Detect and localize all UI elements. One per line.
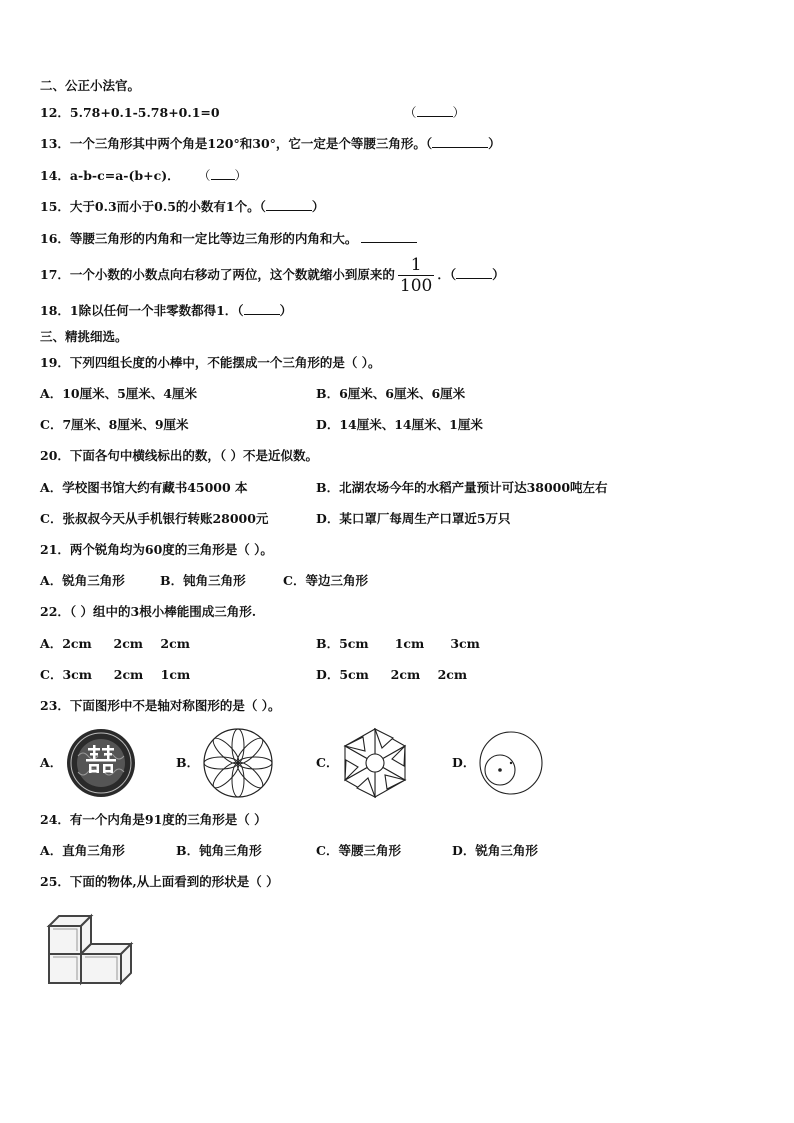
q22-option-d[interactable]: D．5cm 2cm 2cm bbox=[316, 667, 468, 682]
paren-close: ） bbox=[279, 303, 293, 318]
question-number: 14． bbox=[40, 168, 70, 183]
answer-blank-18[interactable] bbox=[244, 303, 280, 315]
q21-option-b[interactable]: B．钝角三角形 bbox=[160, 573, 246, 588]
question-20-stem: 20．下面各句中横线标出的数，（ ）不是近似数。 bbox=[40, 448, 318, 463]
paren-close: ） bbox=[234, 168, 248, 183]
question-text: 等腰三角形的内角和一定比等边三角形的内角和大。 bbox=[69, 231, 358, 246]
q23-option-b[interactable]: B． bbox=[176, 755, 200, 770]
question-number: 13． bbox=[40, 136, 70, 151]
blank-line bbox=[417, 105, 453, 117]
paren-open: （ bbox=[404, 105, 417, 120]
question-13 bbox=[40, 136, 501, 152]
fraction-numerator: 1 bbox=[410, 255, 422, 275]
paren-open: ．（ bbox=[437, 267, 457, 282]
q24-option-a[interactable]: A．直角三角形 bbox=[40, 843, 125, 858]
double-happiness-emblem-icon bbox=[66, 728, 136, 798]
q20-option-a[interactable]: A．学校图书馆大约有藏书45000 本 bbox=[40, 480, 248, 495]
pinwheel-hexagon-icon bbox=[338, 726, 412, 800]
question-14 bbox=[40, 168, 180, 184]
answer-blank-13[interactable] bbox=[432, 136, 488, 148]
question-text: 1除以任何一个非零数都得1．（ bbox=[69, 303, 244, 318]
question-19-stem: 19．下列四组长度的小棒中，不能摆成一个三角形的是（ ）。 bbox=[40, 355, 381, 370]
q24-option-b[interactable]: B．钝角三角形 bbox=[176, 843, 262, 858]
q20-option-c[interactable]: C．张叔叔今天从手机银行转账28000元 bbox=[40, 511, 269, 526]
answer-blank-12[interactable] bbox=[404, 105, 465, 121]
fraction-denominator: 100 bbox=[399, 276, 433, 296]
question-21-stem: 21．两个锐角均为60度的三角形是（ ）。 bbox=[40, 542, 273, 557]
flower-rosette-icon bbox=[202, 727, 274, 799]
question-text: a-b-c=a-(b+c)． bbox=[69, 168, 180, 183]
answer-blank-15[interactable] bbox=[266, 199, 312, 211]
q21-option-a[interactable]: A．锐角三角形 bbox=[40, 573, 125, 588]
q20-option-d[interactable]: D．某口罩厂每周生产口罩近5万只 bbox=[316, 511, 511, 526]
q22-option-c[interactable]: C．3cm 2cm 1cm bbox=[40, 667, 191, 682]
q22-option-b[interactable]: B．5cm 1cm 3cm bbox=[316, 636, 480, 651]
question-number: 12． bbox=[40, 105, 70, 120]
q23-option-d[interactable]: D． bbox=[452, 755, 476, 770]
nested-circles-icon bbox=[478, 727, 544, 799]
blank-line bbox=[211, 168, 235, 180]
question-text: 一个小数的小数点向右移动了两位，这个数就缩小到原来的 bbox=[69, 267, 395, 282]
q23-option-a[interactable]: A． bbox=[40, 755, 63, 770]
q23-option-c[interactable]: C． bbox=[316, 755, 339, 770]
question-text: 一个三角形其中两个角是120°和30°，它一定是个等腰三角形。（ bbox=[69, 136, 433, 151]
q20-option-b[interactable]: B．北湖农场今年的水稻产量预计可达38000吨左右 bbox=[316, 480, 608, 495]
q19-option-b[interactable]: B．6厘米、6厘米、6厘米 bbox=[316, 386, 466, 401]
question-number: 17． bbox=[40, 267, 70, 282]
question-number: 16． bbox=[40, 231, 70, 246]
question-number: 15． bbox=[40, 199, 70, 214]
question-24-stem: 24．有一个内角是91度的三角形是（ ） bbox=[40, 812, 267, 827]
paren-close: ） bbox=[311, 199, 325, 214]
q24-option-c[interactable]: C．等腰三角形 bbox=[316, 843, 401, 858]
paren-close: ） bbox=[492, 267, 505, 282]
q19-option-c[interactable]: C．7厘米、8厘米、9厘米 bbox=[40, 417, 189, 432]
question-23-stem: 23．下面图形中不是轴对称图形的是（ ）。 bbox=[40, 698, 281, 713]
question-16 bbox=[40, 231, 417, 247]
question-25-stem: 25．下面的物体,从上面看到的形状是（ ） bbox=[40, 874, 279, 889]
section-title-choice: 三、精挑细选。 bbox=[40, 329, 128, 344]
paren-close: ） bbox=[452, 105, 466, 120]
question-18 bbox=[40, 303, 292, 319]
section-title-judge: 二、公正小法官。 bbox=[40, 78, 141, 93]
q24-option-d[interactable]: D．锐角三角形 bbox=[452, 843, 538, 858]
question-22-stem: 22．（ ）组中的3根小棒能围成三角形. bbox=[40, 604, 257, 619]
answer-blank-17[interactable] bbox=[456, 267, 492, 279]
paren-open: （ bbox=[198, 168, 211, 183]
fraction-one-hundredth bbox=[398, 256, 434, 295]
q19-option-a[interactable]: A．10厘米、5厘米、4厘米 bbox=[40, 386, 197, 401]
question-text: 5.78+0.1-5.78+0.1=0 bbox=[69, 105, 220, 120]
answer-blank-16[interactable] bbox=[361, 231, 417, 243]
cube-stack-figure-icon bbox=[46, 910, 138, 990]
question-number: 18． bbox=[40, 303, 70, 318]
answer-blank-14[interactable] bbox=[198, 168, 247, 184]
q22-option-a[interactable]: A．2cm 2cm 2cm bbox=[40, 636, 190, 651]
q19-option-d[interactable]: D．14厘米、14厘米、1厘米 bbox=[316, 417, 483, 432]
question-text: 大于0.3而小于0.5的小数有1个。（ bbox=[69, 199, 266, 214]
q21-option-c[interactable]: C．等边三角形 bbox=[283, 573, 368, 588]
question-12 bbox=[40, 105, 220, 121]
paren-close: ） bbox=[488, 136, 501, 151]
question-17 bbox=[40, 256, 505, 295]
question-15 bbox=[40, 199, 324, 215]
